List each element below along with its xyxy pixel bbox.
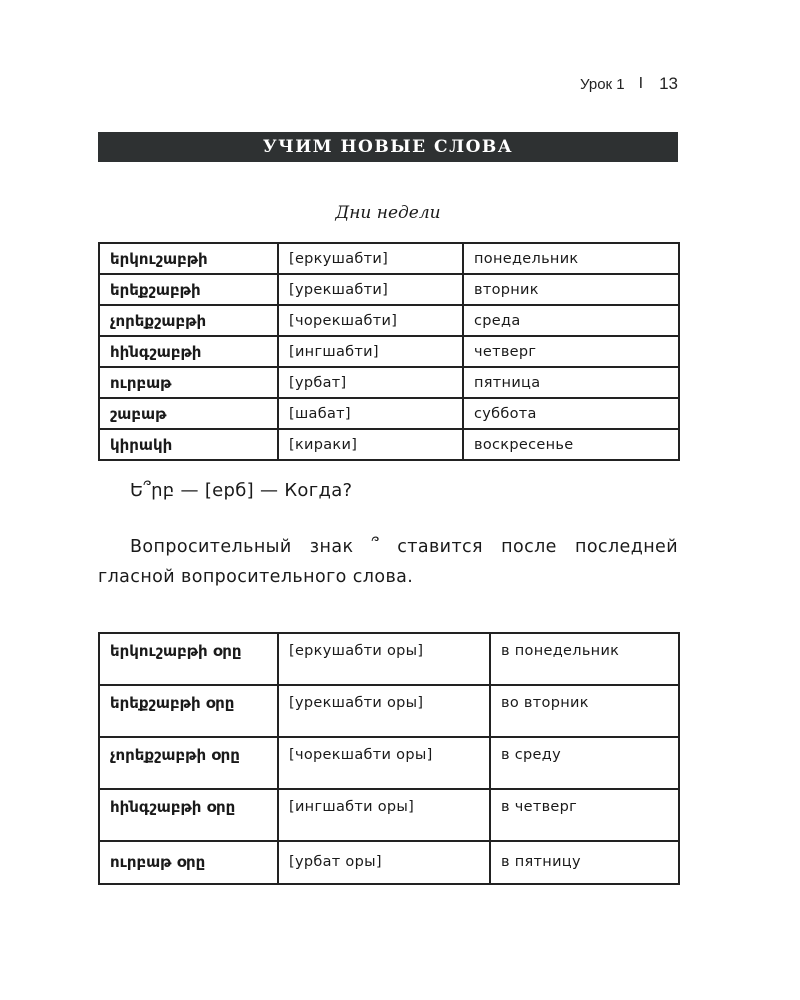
table-row: [99, 737, 679, 789]
armenian-word: շաբաթ: [99, 398, 278, 429]
armenian-phrase: հինգշաբթի օրը: [99, 789, 278, 841]
table-row: [99, 429, 679, 460]
table-row: [99, 305, 679, 336]
translation: в среду: [490, 737, 679, 789]
armenian-word: ուրբաթ: [99, 367, 278, 398]
lesson-label: Урок 1: [580, 75, 625, 93]
translation: в пятницу: [490, 841, 679, 884]
transcription: [еркушабти]: [278, 243, 463, 274]
armenian-word: չորեքշաբթի: [99, 305, 278, 336]
header-divider: I: [638, 75, 644, 92]
translation: пятница: [463, 367, 679, 398]
days-of-week-table: [98, 242, 680, 461]
armenian-phrase: չորեքշաբթի օրը: [99, 737, 278, 789]
transcription: [урекшабти]: [278, 274, 463, 305]
table-row: [99, 243, 679, 274]
translation: воскресенье: [463, 429, 679, 460]
table-row: [99, 336, 679, 367]
transcription: [кираки]: [278, 429, 463, 460]
days-table-title: Дни недели: [335, 203, 441, 223]
transcription: [шабат]: [278, 398, 463, 429]
translation: суббота: [463, 398, 679, 429]
armenian-phrase: ուրբաթ օրը: [99, 841, 278, 884]
table-row: [99, 274, 679, 305]
question-word-line: Ե՞րբ — [ерб] — Когда?: [130, 480, 353, 501]
armenian-word: հինգշաբթի: [99, 336, 278, 367]
translation: четверг: [463, 336, 679, 367]
transcription: [ингшабти]: [278, 336, 463, 367]
transcription: [еркушабти оры]: [278, 633, 490, 685]
table-row: [99, 841, 679, 884]
translation: среда: [463, 305, 679, 336]
translation: в понедельник: [490, 633, 679, 685]
transcription: [чорекшабти]: [278, 305, 463, 336]
page-number: 13: [659, 74, 678, 93]
transcription: [чорекшабти оры]: [278, 737, 490, 789]
armenian-phrase: երկուշաբթի օրը: [99, 633, 278, 685]
transcription: [урбат оры]: [278, 841, 490, 884]
on-day-table: [98, 632, 680, 885]
translation: во вторник: [490, 685, 679, 737]
translation: в четверг: [490, 789, 679, 841]
transcription: [урбат]: [278, 367, 463, 398]
table-row: [99, 789, 679, 841]
armenian-phrase: երեքշաբթի օրը: [99, 685, 278, 737]
section-title-banner: УЧИМ НОВЫЕ СЛОВА: [98, 132, 678, 162]
armenian-word: երեքշաբթի: [99, 274, 278, 305]
armenian-word: երկուշաբթի: [99, 243, 278, 274]
table-row: [99, 685, 679, 737]
translation: понедельник: [463, 243, 679, 274]
table-row: [99, 633, 679, 685]
transcription: [урекшабти оры]: [278, 685, 490, 737]
translation: вторник: [463, 274, 679, 305]
armenian-word: կիրակի: [99, 429, 278, 460]
transcription: [ингшабти оры]: [278, 789, 490, 841]
explanation-paragraph: Вопросительный знак ՞ ставится после последней гласной вопросительного слова.: [98, 537, 678, 587]
table-row: [99, 367, 679, 398]
page-header: [580, 74, 678, 94]
table-row: [99, 398, 679, 429]
